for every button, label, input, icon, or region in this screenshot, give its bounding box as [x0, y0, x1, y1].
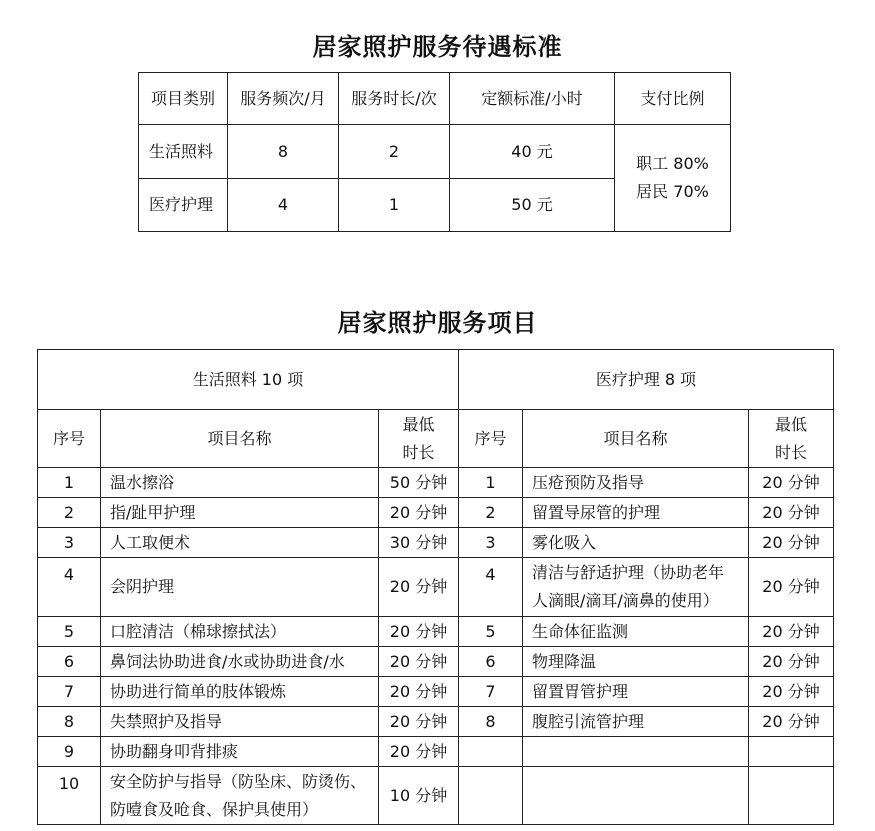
table-header-row: [139, 73, 731, 125]
empty-cell: [459, 767, 523, 825]
table-row: [38, 767, 834, 825]
seq-cell: 3: [459, 528, 523, 558]
duration-cell: 20 分钟: [749, 468, 834, 498]
seq-cell: 6: [459, 647, 523, 677]
col-header-name: 项目名称: [101, 410, 379, 468]
duration-cell: 20 分钟: [379, 647, 459, 677]
seq-cell: 10: [38, 767, 101, 825]
header-cell: 支付比例: [615, 73, 731, 125]
group-header-row: [38, 350, 834, 410]
duration-cell: 20 分钟: [379, 677, 459, 707]
seq-cell: 2: [459, 498, 523, 528]
item-name-cell: 压疮预防及指导: [523, 468, 749, 498]
header-cell: 定额标准/小时: [450, 73, 615, 125]
duration-cell: 1: [339, 179, 450, 232]
item-name-cell: 人工取便术: [101, 528, 379, 558]
item-name-cell: 口腔清洁（棉球擦拭法）: [101, 617, 379, 647]
duration-cell: 30 分钟: [379, 528, 459, 558]
group-header-medical-care: 医疗护理 8 项: [459, 350, 834, 410]
table-row: [139, 125, 731, 179]
table-row: [38, 617, 834, 647]
duration-cell: 20 分钟: [749, 707, 834, 737]
frequency-cell: 4: [228, 179, 339, 232]
group-header-daily-care: 生活照料 10 项: [38, 350, 459, 410]
category-cell: 医疗护理: [139, 179, 228, 232]
item-name-cell: 雾化吸入: [523, 528, 749, 558]
seq-cell: 7: [459, 677, 523, 707]
duration-cell: 20 分钟: [749, 498, 834, 528]
item-name-cell: 物理降温: [523, 647, 749, 677]
table-row: [38, 468, 834, 498]
seq-cell: 1: [459, 468, 523, 498]
table-row: [38, 707, 834, 737]
empty-cell: [749, 737, 834, 767]
header-cell: 项目类别: [139, 73, 228, 125]
item-name-cell: 温水擦浴: [101, 468, 379, 498]
empty-cell: [749, 767, 834, 825]
item-name-cell: 协助进行简单的肢体锻炼: [101, 677, 379, 707]
rate-cell: 40 元: [450, 125, 615, 179]
seq-cell: 7: [38, 677, 101, 707]
section-title: 居家照护服务项目: [337, 309, 538, 337]
item-name-cell: 安全防护与指导（防坠床、防烫伤、 防噎食及呛食、保护具使用）: [101, 767, 379, 825]
duration-cell: 50 分钟: [379, 468, 459, 498]
table-row: [38, 558, 834, 617]
duration-cell: 20 分钟: [749, 617, 834, 647]
payment-ratio-resident: 居民 70%: [636, 182, 709, 201]
duration-cell: 20 分钟: [379, 617, 459, 647]
seq-cell: 4: [459, 558, 523, 617]
empty-cell: [523, 737, 749, 767]
seq-cell: 8: [38, 707, 101, 737]
item-name-cell: 协助翻身叩背排痰: [101, 737, 379, 767]
service-items-table: [37, 349, 834, 825]
table-row: [38, 737, 834, 767]
category-cell: 生活照料: [139, 125, 228, 179]
service-standard-table: [138, 72, 731, 232]
duration-cell: 20 分钟: [379, 558, 459, 617]
seq-cell: 2: [38, 498, 101, 528]
seq-cell: 3: [38, 528, 101, 558]
seq-cell: 4: [38, 558, 101, 617]
page-title: 居家照护服务待遇标准: [312, 33, 563, 61]
duration-cell: 20 分钟: [379, 707, 459, 737]
empty-cell: [459, 737, 523, 767]
seq-cell: 1: [38, 468, 101, 498]
header-cell: 服务频次/月: [228, 73, 339, 125]
empty-cell: [523, 767, 749, 825]
col-header-seq: 序号: [38, 410, 101, 468]
item-name-cell: 生命体征监测: [523, 617, 749, 647]
seq-cell: 8: [459, 707, 523, 737]
column-header-row: [38, 410, 834, 468]
rate-cell: 50 元: [450, 179, 615, 232]
table-row: [38, 528, 834, 558]
item-name-cell: 指/趾甲护理: [101, 498, 379, 528]
duration-cell: 20 分钟: [749, 558, 834, 617]
item-name-cell: 清洁与舒适护理（协助老年 人滴眼/滴耳/滴鼻的使用）: [523, 558, 749, 617]
item-name-cell: 留置胃管护理: [523, 677, 749, 707]
payment-ratio-employee: 职工 80%: [636, 154, 709, 173]
frequency-cell: 8: [228, 125, 339, 179]
item-name-cell: 留置导尿管的护理: [523, 498, 749, 528]
duration-cell: 10 分钟: [379, 767, 459, 825]
table-row: [38, 677, 834, 707]
col-header-name: 项目名称: [523, 410, 749, 468]
table-row: [38, 647, 834, 677]
seq-cell: 5: [38, 617, 101, 647]
item-name-cell: 会阴护理: [101, 558, 379, 617]
seq-cell: 9: [38, 737, 101, 767]
duration-cell: 20 分钟: [379, 737, 459, 767]
table-row: [38, 498, 834, 528]
payment-ratio-cell: [615, 125, 731, 232]
col-header-min-duration: 最低 时长: [749, 410, 834, 468]
item-name-cell: 鼻饲法协助进食/水或协助进食/水: [101, 647, 379, 677]
duration-cell: 20 分钟: [749, 528, 834, 558]
duration-cell: 20 分钟: [749, 677, 834, 707]
item-name-cell: 腹腔引流管护理: [523, 707, 749, 737]
col-header-seq: 序号: [459, 410, 523, 468]
seq-cell: 6: [38, 647, 101, 677]
seq-cell: 5: [459, 617, 523, 647]
duration-cell: 20 分钟: [379, 498, 459, 528]
col-header-min-duration: 最低 时长: [379, 410, 459, 468]
item-name-cell: 失禁照护及指导: [101, 707, 379, 737]
header-cell: 服务时长/次: [339, 73, 450, 125]
duration-cell: 2: [339, 125, 450, 179]
duration-cell: 20 分钟: [749, 647, 834, 677]
